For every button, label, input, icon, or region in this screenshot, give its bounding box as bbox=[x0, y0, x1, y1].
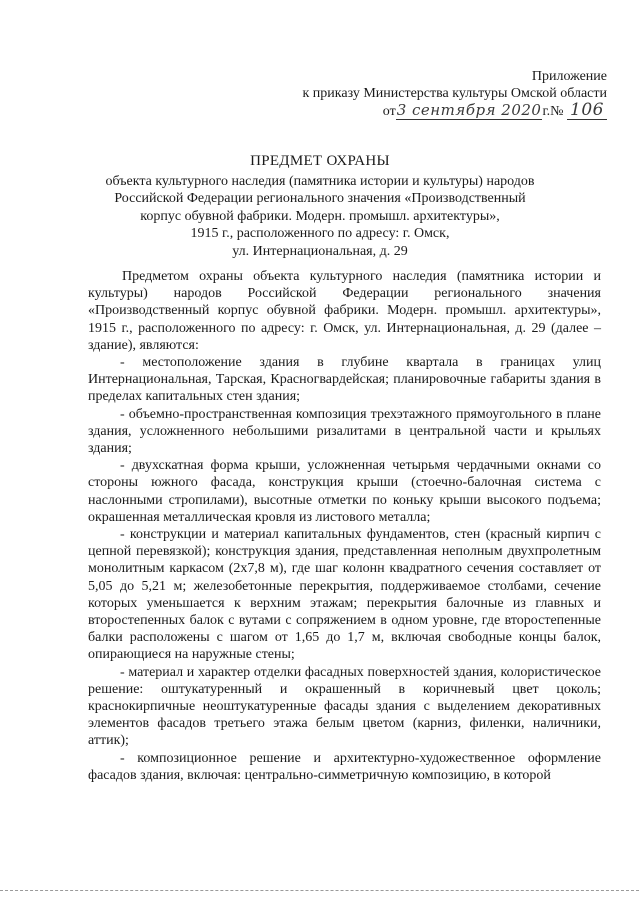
from-prefix: от bbox=[382, 104, 396, 119]
intro-paragraph: Предметом охраны объекта культурного наследия (памятника истории и культуры) народов Российской Федерации регионального значения «Производственный корпус обувной фабрики. Модерн. промышл. архитектуры», 1915 г., расположенного по адресу: г. Омск, ул. Интернациональная, д. 29 (далее – здание), являются: bbox=[88, 269, 601, 353]
order-date-number-line bbox=[267, 102, 607, 120]
order-reference: к приказу Министерства культуры Омской области bbox=[302, 86, 607, 101]
handwritten-date: 3 сентября 2020 bbox=[396, 101, 542, 119]
protection-item-location: - местоположение здания в глубине квартала в границах улиц Интернациональная, Тарская, Красногвардейская; планировочные габариты здания в пределах капитальных стен здания; bbox=[88, 355, 601, 405]
page-bottom-divider bbox=[0, 890, 639, 891]
year-suffix: г. bbox=[542, 104, 551, 119]
handwritten-number: 106 bbox=[567, 102, 607, 120]
protection-item-volume: - объемно-пространственная композиция трехэтажного прямоугольного в плане здания, усложненного небольшими ризалитами в центральной части и крыльях здания; bbox=[88, 406, 601, 457]
title-line: 1915 г., расположенного по адресу: г. Омск, bbox=[190, 226, 450, 241]
protection-item-structure: - конструкции и материал капитальных фундаментов, стен (красный кирпич с цепной перевязкой); конструкция здания, представленная неполным двухпролетным монолитным каркасом (2х7,8 м), где шаг колонн квадратного сечения составляет от 5,05 до 5,21 м; железобетонные перекрытия, поддерживаемое столбами, сечение которых уменьшается к верхним этажам; перекрытия балочные из главных и второстепенных балок с вутами с сопряжением в одном уровне, где второстепенные балки расположены с шагом от 1,65 до 1,7 м, включая свободные концы балок, опирающиеся на наружные стены; bbox=[88, 527, 601, 663]
protection-item-composition: - композиционное решение и архитектурно-художественное оформление фасадов здания, включая: центрально-симметричную композицию, в которой bbox=[88, 750, 601, 783]
protection-item-facade-finish: - материал и характер отделки фасадных поверхностей здания, колористическое решение: оштукатуренный и окрашенный в коричневый цвет цоколь; краснокирпичные неоштукатуренные фасады здания с выделением декоративных элементов фасадов третьего этажа белым цветом (карниз, филенки, наличники, аттик); bbox=[88, 664, 601, 749]
document-title-block bbox=[80, 153, 560, 260]
title-line: объекта культурного наследия (памятника истории и культуры) народов bbox=[105, 173, 535, 189]
appendix-title: Приложение bbox=[531, 69, 607, 84]
appendix-header bbox=[267, 68, 607, 120]
protection-item-roof: - двухскатная форма крыши, усложненная четырьмя чердачными окнами со стороны южного фасада, конструкция крыши (стоечно-балочная система с наслонными стропилами), высотные отметки по коньку крыши высокого подъема; окрашенная металлическая кровля из листового металла; bbox=[88, 458, 601, 525]
title-line: ул. Интернациональная, д. 29 bbox=[232, 243, 408, 259]
document-title: ПРЕДМЕТ ОХРАНЫ bbox=[250, 153, 390, 169]
title-line: Российской Федерации регионального значения «Производственный bbox=[114, 191, 526, 206]
document-body bbox=[88, 268, 601, 784]
title-line: корпус обувной фабрики. Модерн. промышл. архитектуры», bbox=[140, 208, 500, 224]
number-prefix: № bbox=[550, 104, 564, 119]
